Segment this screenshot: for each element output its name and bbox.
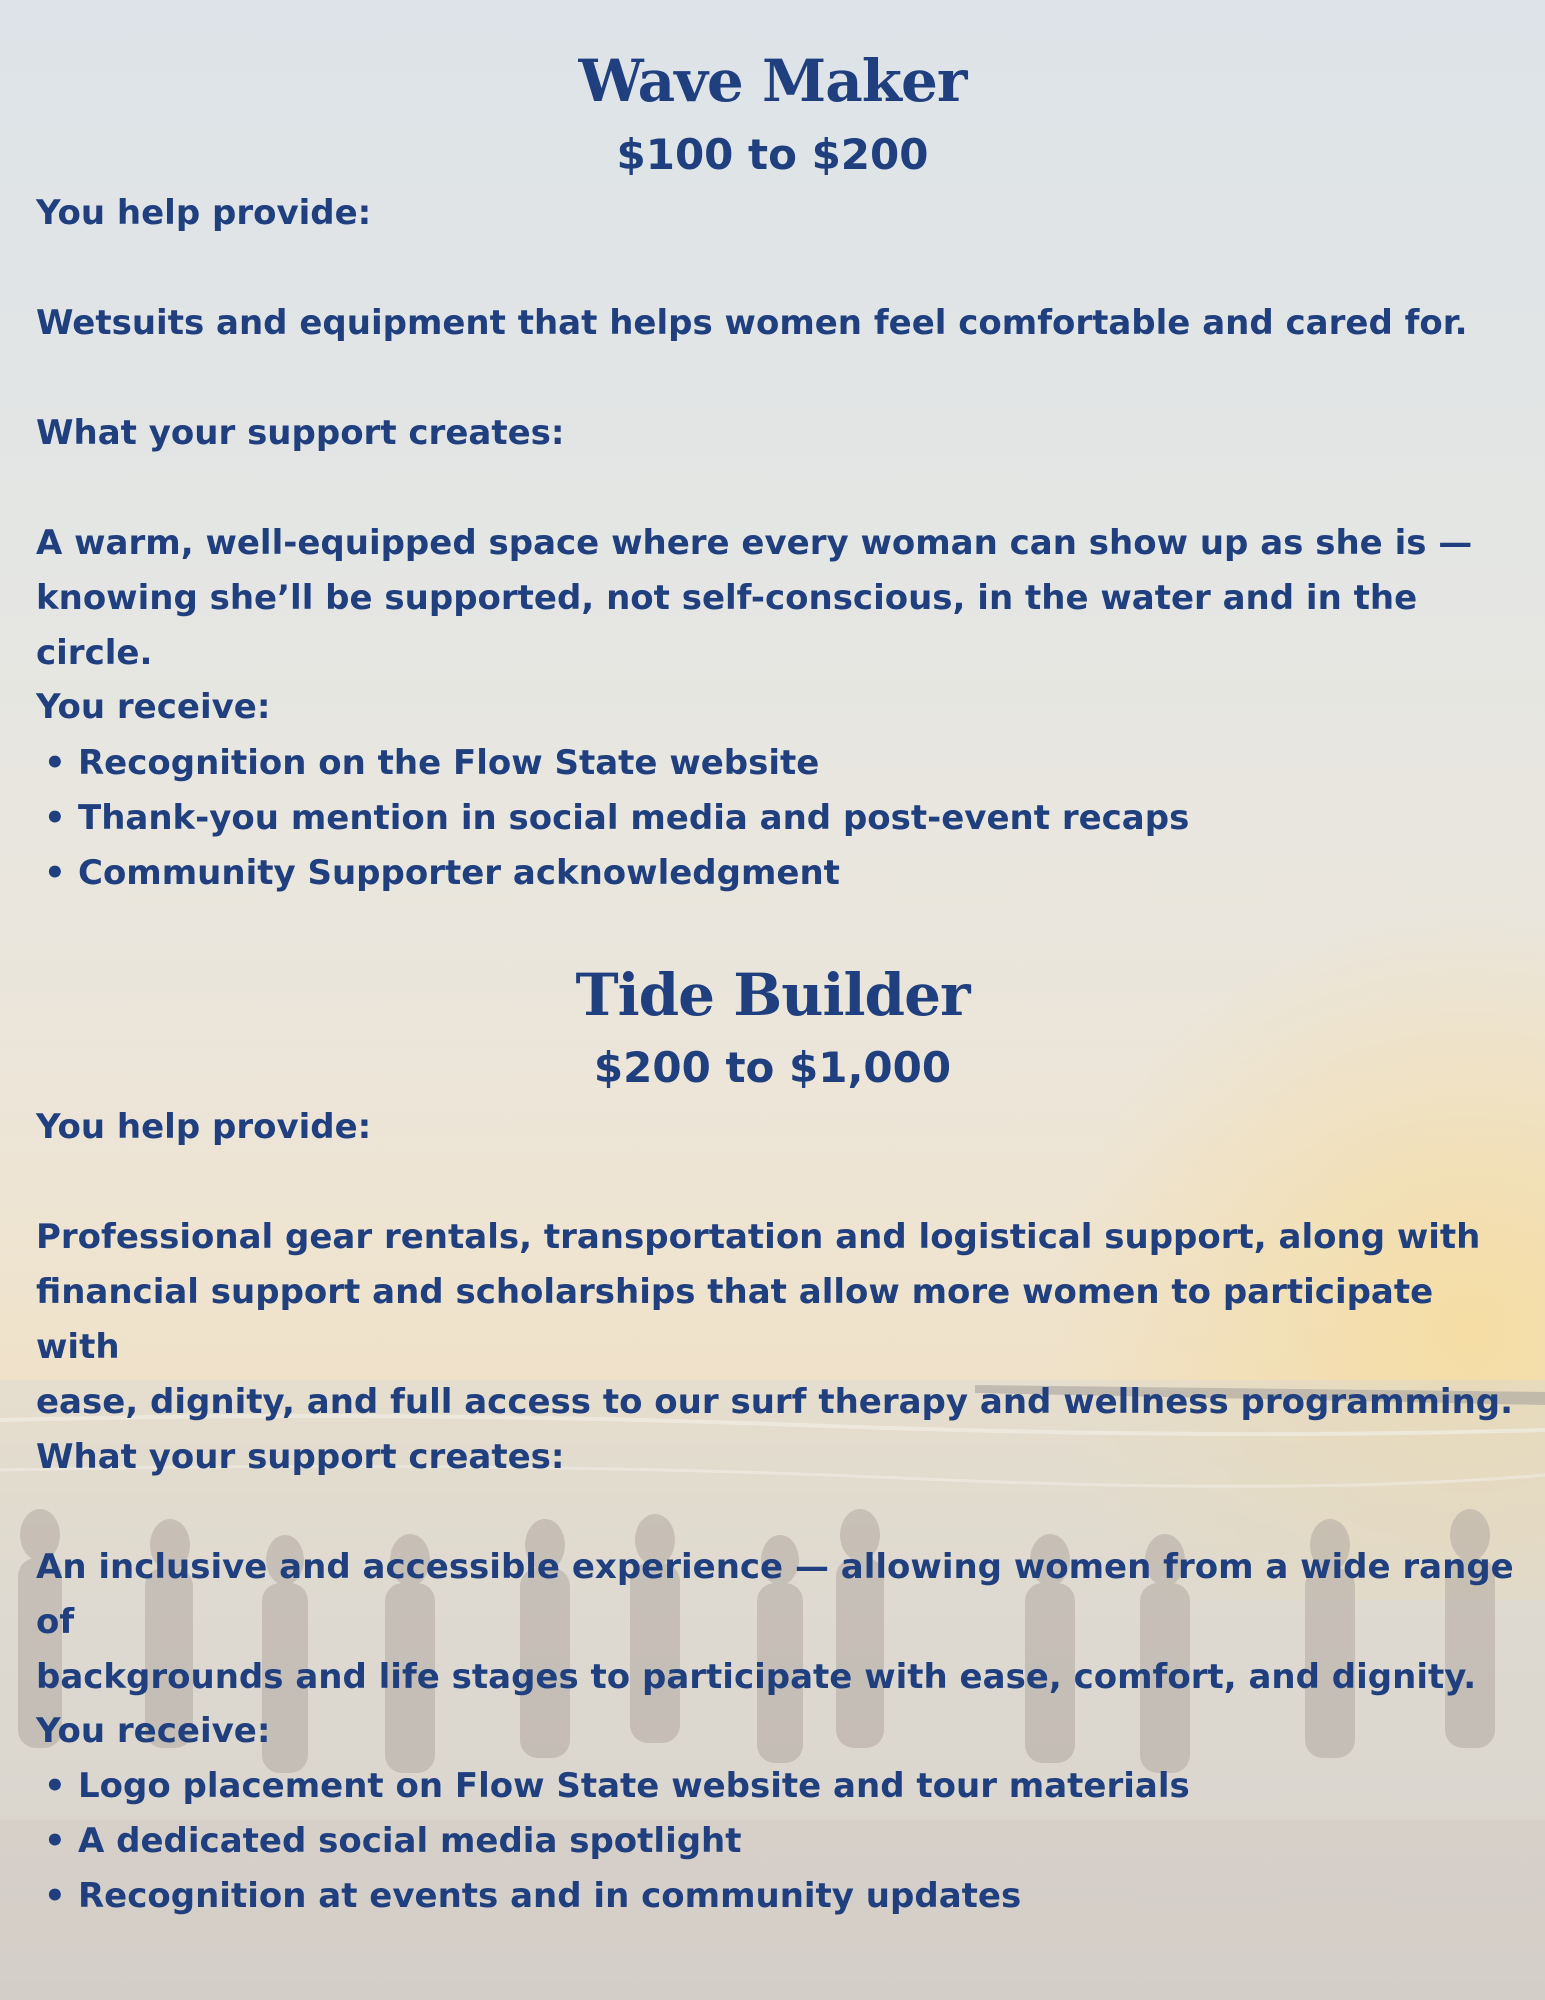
- list-item: • A dedicated social media spotlight: [44, 1814, 1190, 1869]
- list-item: • Logo placement on Flow State website and tour materials: [44, 1759, 1190, 1814]
- tier-range-tide-builder: $200 to $1,000: [593, 1043, 952, 1092]
- creates-text: A warm, well-equipped space where every woman can show up as she is — knowing she’ll be supported, not self-conscious, in the water and in the circle.: [36, 523, 1473, 673]
- list-item: • Community Supporter acknowledgment: [44, 846, 1189, 901]
- tier-title-wave-maker: Wave Maker: [578, 47, 967, 115]
- creates-heading: What your support creates:: [36, 413, 565, 453]
- provide-heading: You help provide:: [36, 1107, 372, 1147]
- provide-text: Wetsuits and equipment that helps women feel comfortable and cared for.: [36, 303, 1468, 343]
- receive-heading: You receive:: [36, 687, 271, 727]
- creates-heading: What your support creates:: [36, 1437, 565, 1477]
- tier-title-tide-builder: Tide Builder: [575, 961, 970, 1029]
- provide-text: Professional gear rentals, transportation and logistical support, along with financial support and scholarships that allow more women to participate with ease, dignity, and full access to our surf therapy and wellness programming.: [36, 1217, 1514, 1422]
- list-item: • Recognition on the Flow State website: [44, 736, 1189, 791]
- provide-heading: You help provide:: [36, 193, 372, 233]
- tier-range-wave-maker: $100 to $200: [616, 130, 929, 179]
- receive-list: [44, 1759, 1190, 1924]
- receive-heading: You receive:: [36, 1711, 271, 1751]
- creates-text: An inclusive and accessible experience — allowing women from a wide range of backgrounds and life stages to participate with ease, comfort, and dignity.: [36, 1547, 1514, 1697]
- list-item: • Thank-you mention in social media and post-event recaps: [44, 791, 1189, 846]
- receive-list: [44, 736, 1189, 901]
- list-item: • Recognition at events and in community updates: [44, 1869, 1190, 1924]
